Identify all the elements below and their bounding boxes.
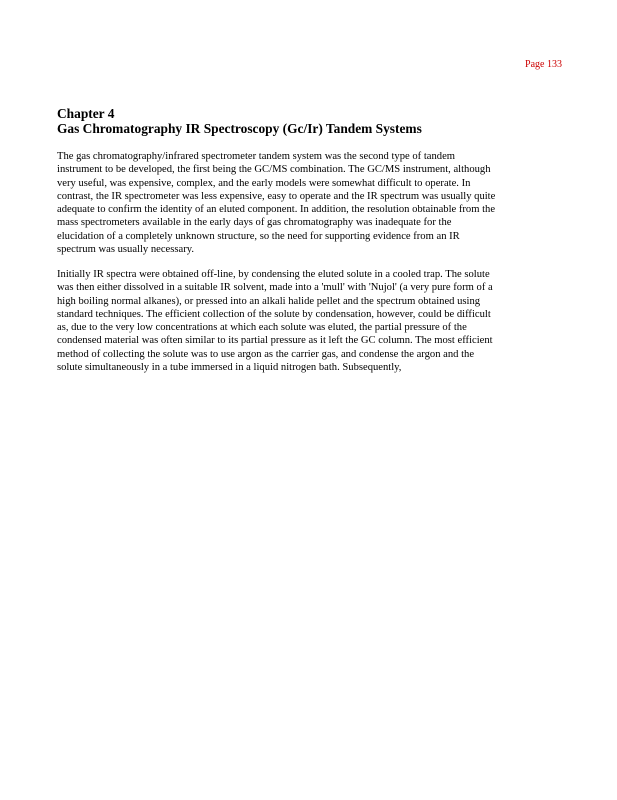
- text-line: was then either dissolved in a suitable IR solvent, made into a 'mull' with 'Nujol' (a very pure form of a: [57, 282, 493, 294]
- text-line: The gas chromatography/infrared spectrometer tandem system was the second type of tandem: [57, 151, 456, 162]
- text-line: solute simultaneously in a tube immersed in a liquid nitrogen bath. Subsequently,: [57, 361, 402, 373]
- chapter-heading: [57, 106, 567, 136]
- text-line: mass spectrometers available in the early days of gas chromatography was inadequate for the: [57, 217, 452, 229]
- text-line: method of collecting the solute was to use argon as the carrier gas, and condense the argon and the: [57, 348, 475, 360]
- page-number: Page 133: [525, 59, 562, 70]
- text-line: condensed material was often similar to its partial pressure as it left the GC column. The most efficient: [57, 335, 493, 347]
- text-line: very useful, was expensive, complex, and the early models were somewhat difficult to operate. In: [57, 177, 471, 189]
- paragraph-2: [57, 268, 567, 374]
- text-line: adequate to confirm the identity of an eluted component. In addition, the resolution obtainable from the: [57, 204, 496, 215]
- paragraph-1: [57, 150, 567, 256]
- text-line: elucidation of a completely unknown structure, so the need for supporting evidence from an IR: [57, 230, 460, 242]
- text-line: instrument to be developed, the first being the GC/MS combination. The GC/MS instrument, although: [57, 164, 491, 176]
- text-line: spectrum was usually necessary.: [57, 243, 194, 255]
- text-line: high boiling normal alkanes), or pressed into an alkali halide pellet and the spectrum obtained using: [57, 295, 481, 307]
- text-line: as, due to the very low concentrations at which each solute was eluted, the partial pressure of the: [57, 322, 467, 333]
- text-line: contrast, the IR spectrometer was less expensive, easy to operate and the IR spectrum was usually quite: [57, 190, 496, 202]
- chapter-title: Gas Chromatography IR Spectroscopy (Gc/Ir) Tandem Systems: [57, 121, 422, 136]
- text-line: standard techniques. The efficient collection of the solute by condensation, however, could be difficult: [57, 308, 491, 320]
- text-line: Initially IR spectra were obtained off-line, by condensing the eluted solute in a cooled trap. The solute: [57, 269, 490, 280]
- chapter-number: Chapter 4: [57, 106, 115, 121]
